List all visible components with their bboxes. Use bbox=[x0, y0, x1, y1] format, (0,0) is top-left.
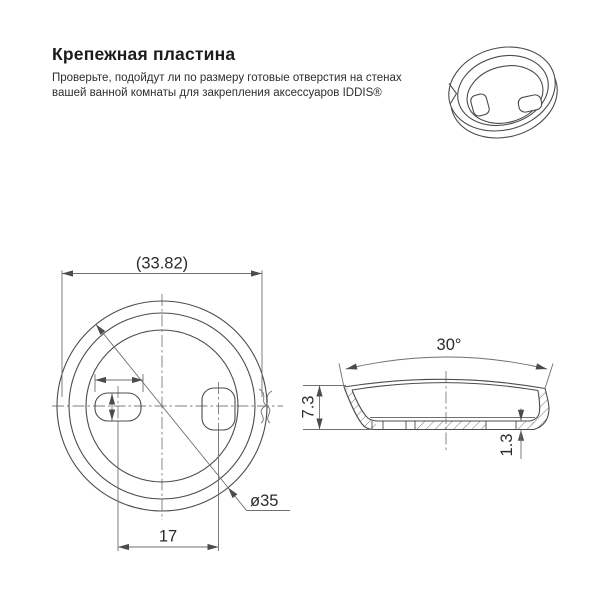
description-line-2: вашей ванной комнаты для закрепления аксессуаров IDDIS® bbox=[52, 87, 382, 99]
dim-angle-label: 30° bbox=[436, 336, 462, 354]
description-line-1: Проверьте, подойдут ли по размеру готовые отверстия на стенах bbox=[52, 72, 402, 84]
dim-hole-spacing-label: 17 bbox=[158, 527, 178, 546]
dim-diameter-label: ø35 bbox=[250, 492, 279, 510]
page-title: Крепежная пластина bbox=[52, 44, 236, 64]
side-view-drawing bbox=[300, 336, 554, 459]
dim-thickness-label: 1.3 bbox=[498, 433, 516, 457]
dim-height-label: 7.3 bbox=[299, 395, 318, 419]
dim-overall-width-label: (33.82) bbox=[135, 254, 189, 273]
front-view-drawing bbox=[52, 255, 290, 552]
isometric-view-drawing bbox=[439, 35, 567, 149]
